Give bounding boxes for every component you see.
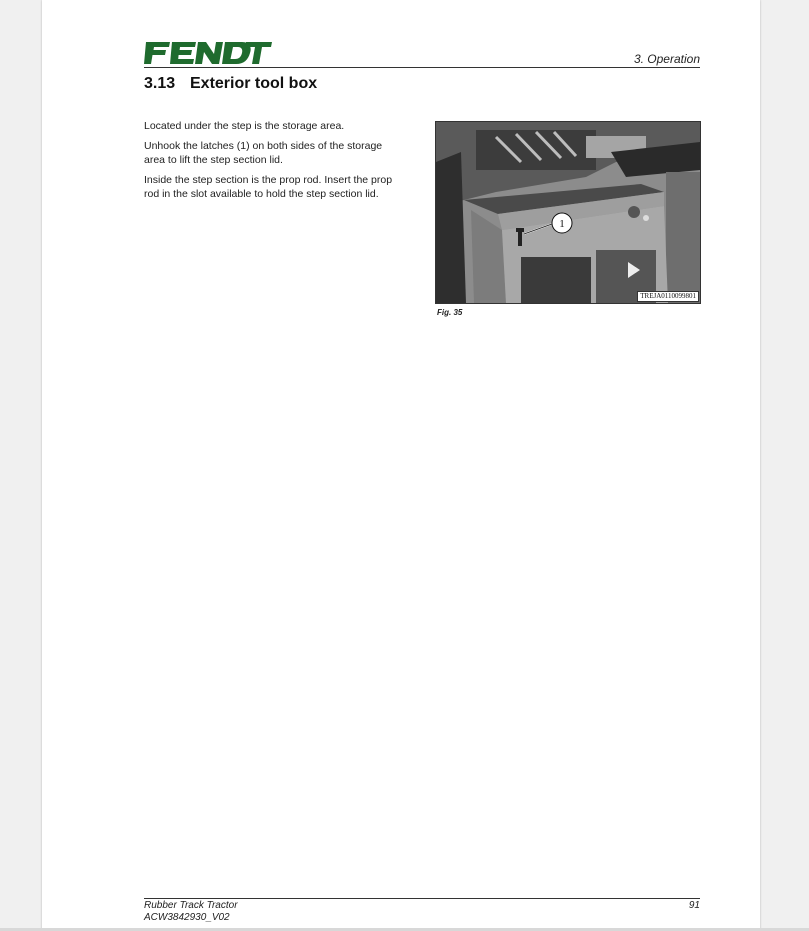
page-number: 91: [688, 900, 700, 911]
tool-box-photo: [436, 122, 700, 303]
fendt-logo: [144, 42, 272, 64]
section-title: Exterior tool box: [190, 75, 318, 92]
footer-document-id: ACW3842930_V02: [144, 912, 230, 923]
figure-code: TREJA0110099801: [637, 291, 699, 302]
document-page: [42, 0, 760, 931]
section-number: 3.13: [144, 75, 176, 92]
paragraph: Located under the step is the storage area.: [144, 120, 345, 132]
footer-divider: [144, 898, 700, 899]
section-heading: [144, 75, 317, 93]
fendt-logo-graphic: [144, 42, 272, 64]
chapter-label: 3. Operation: [633, 52, 700, 66]
header-divider: [144, 67, 700, 68]
footer-info: [144, 900, 238, 924]
figure-caption: Fig. 35: [437, 308, 463, 317]
callout-number: 1: [559, 218, 565, 230]
paragraph: Inside the step section is the prop rod. Insert the prop rod in the slot available to hold the step section lid.: [144, 174, 393, 200]
figure-photo: [435, 121, 701, 304]
paragraph: Unhook the latches (1) on both sides of the storage area to lift the step section lid.: [144, 140, 383, 166]
body-text: [144, 119, 406, 207]
footer-product: Rubber Track Tractor: [144, 900, 238, 911]
